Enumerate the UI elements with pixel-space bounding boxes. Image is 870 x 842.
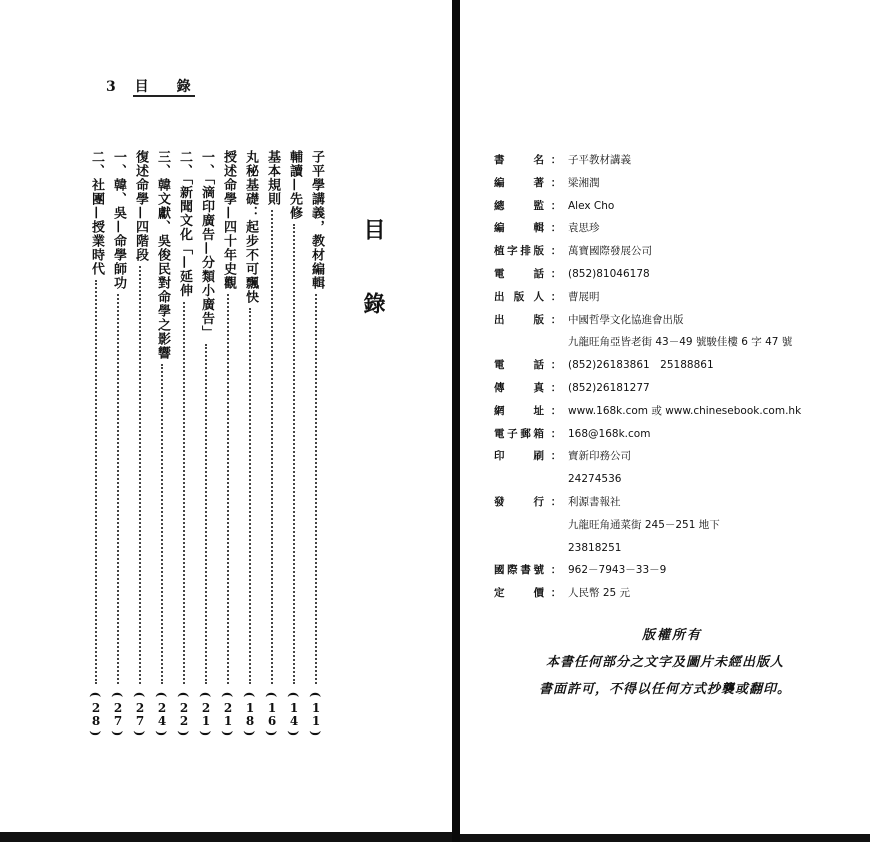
imprint-row — [494, 152, 854, 175]
toc-leader-dots — [249, 308, 251, 684]
toc-entry-page: ( 22 ) — [177, 688, 191, 740]
imprint-value: (852)26183861 25188861 — [568, 359, 714, 372]
toc-leader-dots — [205, 344, 207, 685]
toc-entry-page: ( 21 ) — [221, 688, 235, 740]
imprint-label: 總監 — [494, 199, 544, 212]
toc-entry-page: ( 11 ) — [309, 688, 323, 740]
toc-entry-page: ( 21 ) — [199, 688, 213, 740]
copyright-page — [460, 0, 870, 834]
imprint-label: 發行 — [494, 495, 544, 508]
toc-leader-dots — [293, 224, 295, 684]
imprint-label: 電話 — [494, 267, 544, 280]
toc-leader-dots — [139, 266, 141, 684]
toc-heading: 目錄 — [360, 218, 386, 366]
imprint-value: (852)26181277 — [568, 381, 650, 394]
toc-entry-page: ( 24 ) — [155, 688, 169, 740]
imprint-colon: ： — [550, 427, 562, 440]
imprint-label: 編著 — [494, 176, 544, 189]
toc-entry-title: 三、韓文獻、吳俊民對命學之影響 — [155, 150, 170, 360]
toc-entry-title: 二、社團—授業時代 — [89, 150, 104, 276]
toc-entry-page: ( 27 ) — [133, 688, 147, 740]
toc-entry-title: 輔讀—先修 — [287, 150, 302, 220]
imprint-colon: ： — [550, 267, 562, 280]
imprint-value: 子平教材講義 — [568, 154, 631, 166]
imprint-colon: ： — [550, 313, 562, 326]
toc-entry-title: 子平學講義，教材編輯 — [309, 150, 324, 290]
page-number: 3 — [106, 79, 118, 95]
imprint-row — [494, 562, 854, 585]
imprint-value: www.168k.com 或 www.chinesebook.com.hk — [568, 404, 802, 417]
imprint-value: 中國哲學文化協進會出版 — [568, 313, 684, 326]
imprint-row — [494, 334, 854, 357]
imprint-row — [494, 448, 854, 471]
toc-entry — [152, 150, 172, 740]
toc-entry — [130, 150, 150, 740]
imprint-value: 九龍旺角亞皆老街 43－49 號駿佳樓 6 字 47 號 — [568, 336, 793, 349]
imprint-colon: ： — [550, 199, 562, 212]
imprint-label: 國際書號 — [494, 564, 544, 577]
toc-entry-title: 基本規則 — [265, 150, 280, 206]
imprint-row — [494, 426, 854, 449]
book-gutter — [452, 0, 460, 842]
page-header — [106, 76, 195, 96]
imprint-value: 168@168k.com — [568, 427, 651, 440]
toc-entry-page: ( 14 ) — [287, 688, 301, 740]
copyright-line-1: 本書任何部分之文字及圖片未經出版人 — [545, 655, 784, 670]
toc-leader-dots — [183, 302, 185, 685]
imprint-value: 萬寶國際發展公司 — [568, 245, 652, 258]
imprint-label: 書名 — [494, 154, 544, 166]
toc-entry — [86, 150, 106, 740]
toc-entry-page: ( 27 ) — [111, 688, 125, 740]
imprint-value: 梁湘潤 — [568, 176, 600, 189]
imprint-value: 23818251 — [568, 541, 622, 554]
imprint-value: 寶新印務公司 — [568, 450, 631, 463]
imprint-block — [494, 152, 854, 608]
imprint-row — [494, 403, 854, 426]
imprint-row — [494, 494, 854, 517]
imprint-row — [494, 220, 854, 243]
imprint-label: 編輯 — [494, 222, 544, 235]
running-title-b: 錄 — [176, 79, 193, 95]
imprint-row — [494, 357, 854, 380]
copyright-line-2: 書面許可，不得以任何方式抄襲或翻印。 — [538, 682, 791, 697]
imprint-label: 植字排版 — [494, 245, 544, 258]
toc-entry — [240, 150, 260, 740]
toc-entry-title: 授述命學—四十年史觀 — [221, 150, 236, 290]
imprint-colon: ： — [550, 222, 562, 235]
toc-entry-title: 丸秘基礎：起步不可飄快 — [243, 150, 258, 304]
imprint-label: 出版 — [494, 313, 544, 326]
imprint-label: 網址 — [494, 404, 544, 417]
imprint-row — [494, 243, 854, 266]
toc-leader-dots — [161, 364, 163, 684]
imprint-colon: ： — [550, 381, 562, 394]
toc-entry-title: 一、「滴印廣告—分類小廣告」 — [199, 150, 214, 340]
imprint-value: 九龍旺角通菜街 245－251 地下 — [568, 518, 720, 531]
toc-entry — [174, 150, 194, 740]
toc-entry — [108, 150, 128, 740]
imprint-row — [494, 540, 854, 563]
running-title-a: 目 — [134, 79, 151, 95]
imprint-value: 24274536 — [568, 473, 622, 486]
imprint-colon: ： — [550, 587, 562, 600]
toc-leader-dots — [117, 294, 119, 684]
toc-entry — [218, 150, 238, 740]
toc-entry — [262, 150, 282, 740]
imprint-value: 人民幣 25 元 — [568, 587, 631, 600]
imprint-label: 傳真 — [494, 381, 544, 394]
running-title — [133, 79, 195, 97]
imprint-value: 曹展明 — [568, 290, 600, 303]
imprint-row — [494, 585, 854, 608]
copyright-notice — [460, 624, 870, 697]
imprint-value: 袁思珍 — [568, 222, 600, 235]
toc-leader-dots — [271, 210, 273, 684]
imprint-row — [494, 471, 854, 494]
imprint-label: 印刷 — [494, 450, 544, 463]
toc-leader-dots — [95, 280, 97, 684]
imprint-row — [494, 517, 854, 540]
imprint-colon: ： — [550, 245, 562, 258]
imprint-colon: ： — [550, 564, 562, 577]
toc-leader-dots — [227, 294, 229, 684]
toc-entry-title: 一、韓、吳—命學師功 — [111, 150, 126, 290]
imprint-value: 利源書報社 — [568, 495, 621, 508]
imprint-colon: ： — [550, 290, 562, 303]
imprint-value: Alex Cho — [568, 199, 615, 212]
imprint-colon: ： — [550, 154, 562, 166]
imprint-row — [494, 266, 854, 289]
toc-entry — [306, 150, 326, 740]
toc-entry-title: 二、「新聞文化「—延伸 — [177, 150, 192, 298]
imprint-colon: ： — [550, 450, 562, 463]
toc-entry-title: 復述命學—四階段 — [133, 150, 148, 262]
copyright-title: 版權所有 — [641, 628, 702, 643]
imprint-colon: ： — [550, 176, 562, 189]
imprint-row — [494, 175, 854, 198]
imprint-label: 電子郵箱 — [494, 427, 544, 440]
imprint-label: 出版人 — [494, 290, 544, 303]
imprint-row — [494, 198, 854, 221]
imprint-value: 962－7943－33－9 — [568, 564, 667, 577]
toc-entry-page: ( 16 ) — [265, 688, 279, 740]
imprint-colon: ： — [550, 404, 562, 417]
imprint-row — [494, 380, 854, 403]
imprint-value: (852)81046178 — [568, 267, 650, 280]
imprint-colon: ： — [550, 495, 562, 508]
imprint-label: 電話 — [494, 359, 544, 372]
imprint-row — [494, 312, 854, 335]
imprint-label: 定價 — [494, 587, 544, 600]
toc-leader-dots — [315, 294, 317, 684]
imprint-colon: ： — [550, 359, 562, 372]
toc-entry-page: ( 18 ) — [243, 688, 257, 740]
imprint-row — [494, 289, 854, 312]
toc-entry — [284, 150, 304, 740]
toc-entry — [196, 150, 216, 740]
toc-entry-page: ( 28 ) — [89, 688, 103, 740]
